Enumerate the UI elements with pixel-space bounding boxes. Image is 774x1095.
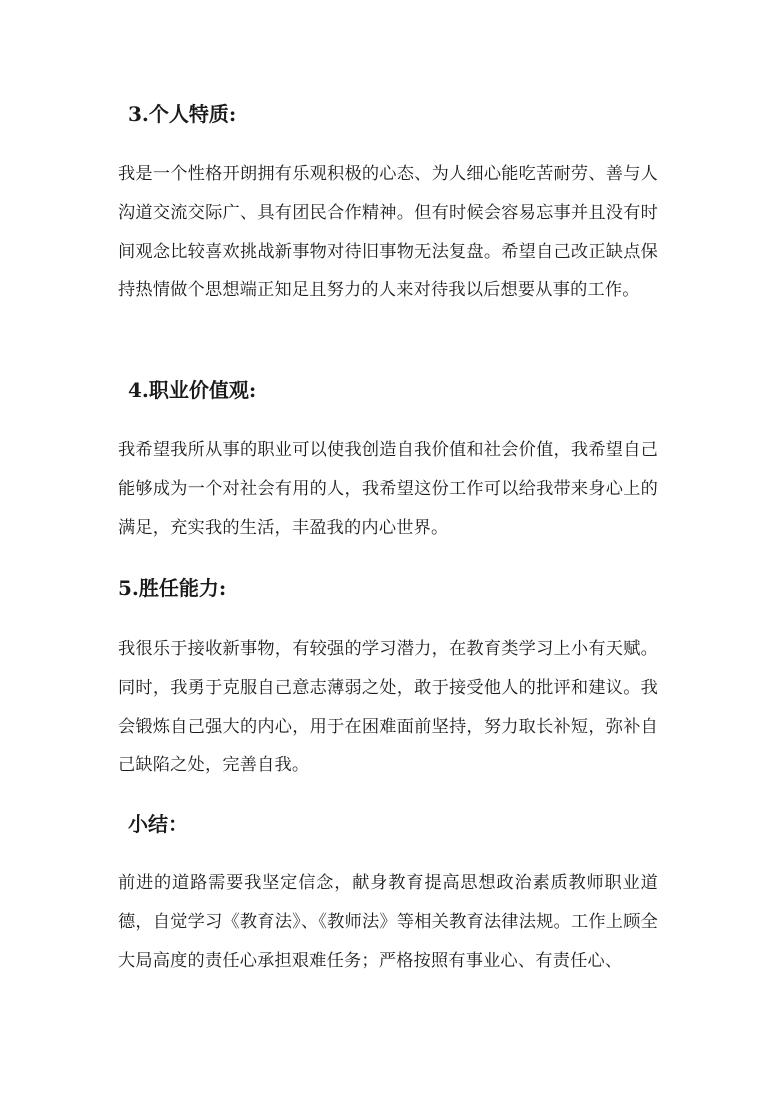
section-personal-traits <box>118 100 658 128</box>
section-paragraph: 我很乐于接收新事物，有较强的学习潜力，在教育类学习上小有天赋。同时，我勇于克服自己意志薄弱之处，敢于接受他人的批评和建议。我会锻炼自己强大的内心，用于在困难面前坚持，努力取长补短，弥补自己缺陷之处，完善自我。 <box>118 639 658 776</box>
section-heading: 小结： <box>128 812 188 836</box>
section-heading: 3.个人特质: <box>128 102 237 126</box>
section-summary-body <box>118 864 658 980</box>
section-summary <box>118 810 658 838</box>
section-paragraph: 我是一个性格开朗拥有乐观积极的心态、为人细心能吃苦耐劳、善与人沟道交流交际广、具有团民合作精神。但有时候会容易忘事并且没有时间观念比较喜欢挑战新事物对待旧事物无法复盘。希望自己改正缺点保持热情做个思想端正知足且努力的人来对待我以后想要从事的工作。 <box>118 164 658 301</box>
section-paragraph: 前进的道路需要我坚定信念，献身教育提高思想政治素质教师职业道德，自觉学习《教育法》、《教师法》等相关教育法律法规。工作上顾全大局高度的责任心承担艰难任务；严格按照有事业心、有责任心、 <box>118 873 658 971</box>
section-heading: 5.胜任能力: <box>118 576 227 600</box>
section-heading: 4.职业价值观: <box>128 378 257 402</box>
section-competence-body <box>118 630 658 785</box>
section-career-values-body <box>118 431 658 547</box>
section-paragraph: 我希望我所从事的职业可以使我创造自我价值和社会价值，我希望自己能够成为一个对社会有用的人，我希望这份工作可以给我带来身心上的满足，充实我的生活，丰盈我的内心世界。 <box>118 440 658 538</box>
section-personal-traits-body <box>118 155 658 310</box>
section-competence <box>118 574 658 602</box>
section-career-values <box>118 376 658 404</box>
